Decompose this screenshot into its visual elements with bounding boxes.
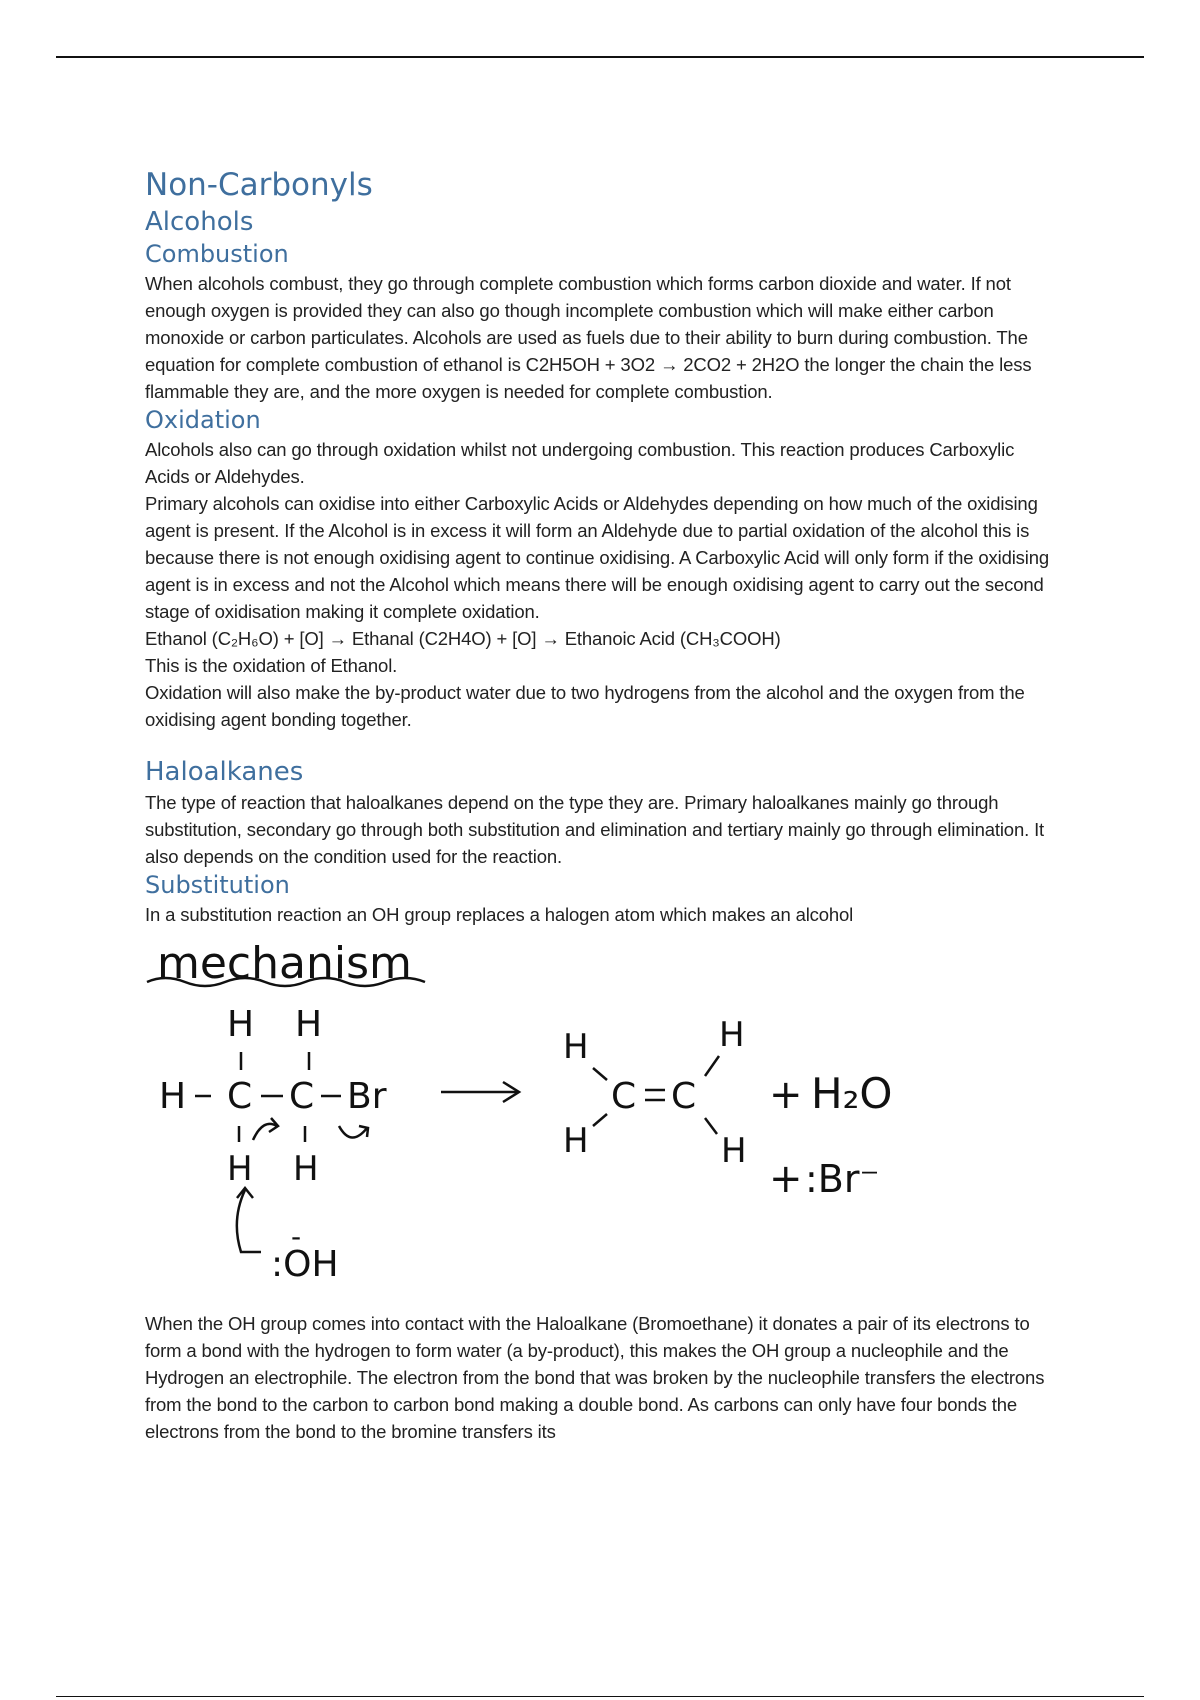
mechanism-title: mechanism <box>157 938 412 989</box>
mechanism-diagram <box>145 930 1060 1310</box>
curly-arrow-oh-to-h <box>237 1190 261 1252</box>
heading-substitution: Substitution <box>145 871 290 899</box>
atom-h-bottom-1: H <box>227 1149 253 1189</box>
atom-h-top-1: H <box>227 1004 255 1045</box>
bond-ethene-h2 <box>593 1114 607 1126</box>
oxidation-paragraph-3: This is the oxidation of Ethanol. <box>145 655 398 676</box>
document-page <box>145 165 1060 1445</box>
bond-ethene-h4 <box>705 1118 717 1134</box>
atom-c1: C <box>227 1076 253 1117</box>
footer-rule <box>56 1696 1144 1697</box>
heading-combustion: Combustion <box>145 240 289 268</box>
combustion-paragraph: When alcohols combust, they go through complete combustion which forms carbon dioxide and water. If not enough oxygen is provided they can also go though incomplete combustion which will make either carbon monoxide or carbon particulates. Alcohols are used as fuels due to their ability to burn during combustion. The equation for complete combustion of ethanol is C2H5OH + 3O2 → 2CO2 + 2H2O the longer the chain the less flammable they are, and the more oxygen is needed for complete combustion. <box>145 273 1032 402</box>
atom-ethene-c2: C <box>671 1076 697 1117</box>
oxidation-paragraph-4: Oxidation will also make the by-product water due to two hydrogens from the alcohol and the oxygen from the oxidising agent bonding together. <box>145 682 1025 730</box>
atom-h-bottom-2: H <box>293 1149 319 1189</box>
substitution-paragraph-2: When the OH group comes into contact with the Haloalkane (Bromoethane) it donates a pair of its electrons to form a bond with the hydrogen to form water (a by-product), this makes the OH group a nucleophile and the Hydrogen an electrophile. The electron from the bond that was broken by the nucleophile transfers the electrons from the bond to the carbon to carbon bond making a double bond. As carbons can only have four bonds the electrons from the bond to the bromine transfers its <box>145 1313 1045 1442</box>
bond-ethene-h1 <box>593 1068 607 1080</box>
oxidation-paragraph-1: Alcohols also can go through oxidation whilst not undergoing combustion. This reaction produces Carboxylic Acids or Aldehydes. <box>145 439 1015 487</box>
heading-alcohols: Alcohols <box>145 207 254 237</box>
bond-ethene-h3 <box>705 1056 719 1076</box>
oxidation-equation: Ethanol (C₂H₆O) + [O] → Ethanal (C2H4O) + [O] → Ethanoic Acid (CH₃COOH) <box>145 628 781 649</box>
atom-h-left: H <box>159 1076 187 1117</box>
plus-sign-1: + <box>769 1072 803 1118</box>
heading-haloalkanes: Haloalkanes <box>145 757 304 787</box>
product-water: H₂O <box>811 1069 893 1118</box>
curly-arrow-ch-to-cc <box>253 1124 277 1140</box>
hydroxide-ion: :OH <box>271 1244 339 1285</box>
substitution-paragraph-1: In a substitution reaction an OH group replaces a halogen atom which makes an alcohol <box>145 904 854 925</box>
atom-h-top-2: H <box>295 1004 323 1045</box>
atom-c2: C <box>289 1076 315 1117</box>
heading-oxidation: Oxidation <box>145 406 261 434</box>
plus-sign-2: + <box>769 1156 803 1202</box>
header-rule <box>56 56 1144 58</box>
atom-ethene-h-1: H <box>563 1027 589 1067</box>
atom-ethene-h-3: H <box>719 1015 745 1055</box>
product-bromide-ion: :Br⁻ <box>805 1157 880 1201</box>
atom-ethene-c1: C <box>611 1076 637 1117</box>
oxidation-paragraph-2: Primary alcohols can oxidise into either Carboxylic Acids or Aldehydes depending on how much of the oxidising agent is present. If the Alcohol is in excess it will form an Aldehyde due to partial oxidation of the alcohol this is because there is not enough oxidising agent to continue oxidising. A Carboxylic Acid will only form if the oxidising agent is in excess and not the Alcohol which means there will be enough oxidising agent to carry out the second stage of oxidisation making it complete oxidation. <box>145 493 1050 622</box>
atom-ethene-h-2: H <box>563 1121 589 1161</box>
heading-non-carbonyls: Non-Carbonyls <box>145 167 373 203</box>
atom-ethene-h-4: H <box>721 1131 747 1171</box>
hydroxide-charge: - <box>291 1220 302 1253</box>
mechanism-svg <box>145 930 1060 1310</box>
atom-br: Br <box>347 1076 387 1117</box>
haloalkanes-paragraph: The type of reaction that haloalkanes depend on the type they are. Primary haloalkanes mainly go through substitution, secondary go through both substitution and elimination and tertiary mainly go through elimination. It also depends on the condition used for the reaction. <box>145 792 1045 867</box>
